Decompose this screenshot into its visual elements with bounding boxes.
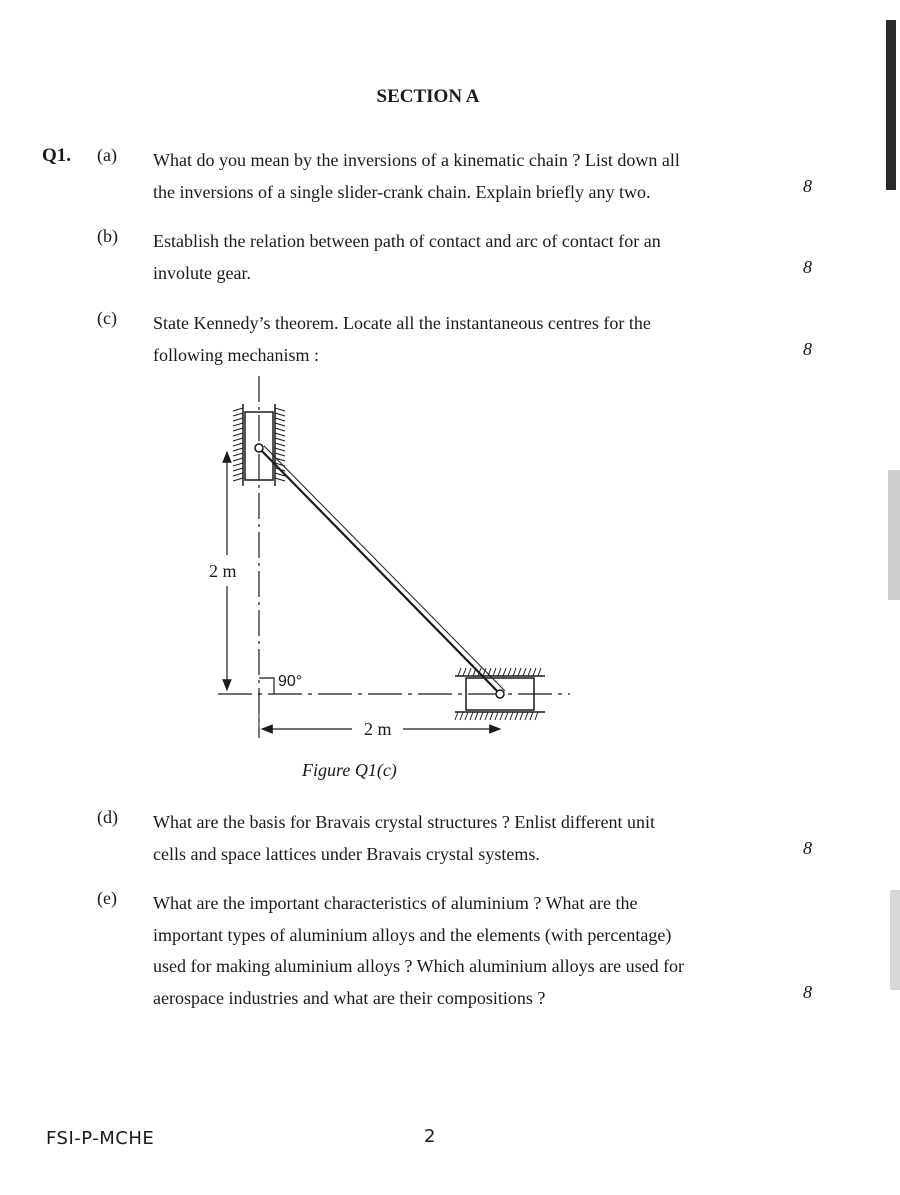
connecting-rod-edge [264, 446, 505, 691]
horizontal-guide-top [455, 668, 545, 676]
horizontal-guide-bottom [455, 712, 545, 720]
page-number: 2 [424, 1126, 436, 1147]
scan-edge-low [890, 890, 900, 990]
figure-caption: Figure Q1(c) [302, 760, 397, 780]
part-text-line: following mechanism : [153, 344, 319, 365]
part-marks: 8 [803, 838, 812, 858]
part-label: (b) [97, 226, 118, 246]
paper-code: FSI-P-MCHE [46, 1128, 155, 1149]
question-number: Q1. [42, 145, 72, 166]
right-angle-mark [259, 678, 274, 694]
part-marks: 8 [803, 257, 812, 277]
vertical-guide-left [233, 404, 243, 486]
lower-pin-joint [496, 690, 504, 698]
part-marks: 8 [803, 982, 812, 1002]
part-text-line: important types of aluminium alloys and the elements (with percentage) [153, 924, 672, 945]
section-title: SECTION A [376, 86, 480, 107]
part-text-line: What are the important characteristics of aluminium ? What are the [153, 893, 638, 913]
part-text-line: the inversions of a single slider-crank chain. Explain briefly any two. [153, 181, 651, 202]
part-text [153, 888, 781, 1014]
part-label: (a) [97, 145, 117, 165]
horizontal-dimension-label: 2 m [364, 719, 392, 739]
part-text-line: involute gear. [153, 262, 251, 283]
part-text-line: cells and space lattices under Bravais crystal systems. [153, 843, 540, 864]
part-text-line: What are the basis for Bravais crystal structures ? Enlist different unit [153, 812, 656, 832]
vertical-dimension-label: 2 m [209, 561, 237, 581]
upper-pin-joint [255, 444, 263, 452]
connecting-rod [259, 448, 500, 694]
part-label: (e) [97, 888, 117, 908]
part-text-line: aerospace industries and what are their compositions ? [153, 987, 546, 1008]
part-marks: 8 [803, 176, 812, 196]
part-marks: 8 [803, 339, 812, 359]
part-text-line: State Kennedy’s theorem. Locate all the instantaneous centres for the [153, 313, 651, 333]
part-text-line: used for making aluminium alloys ? Which aluminium alloys are used for [153, 956, 685, 976]
angle-label: 90° [278, 673, 303, 690]
part-text-line: What do you mean by the inversions of a kinematic chain ? List down all [153, 150, 680, 170]
part-label: (c) [97, 308, 117, 328]
part-text-line: Establish the relation between path of contact and arc of contact for an [153, 231, 661, 251]
part-label: (d) [97, 807, 118, 827]
part-text [153, 807, 775, 870]
